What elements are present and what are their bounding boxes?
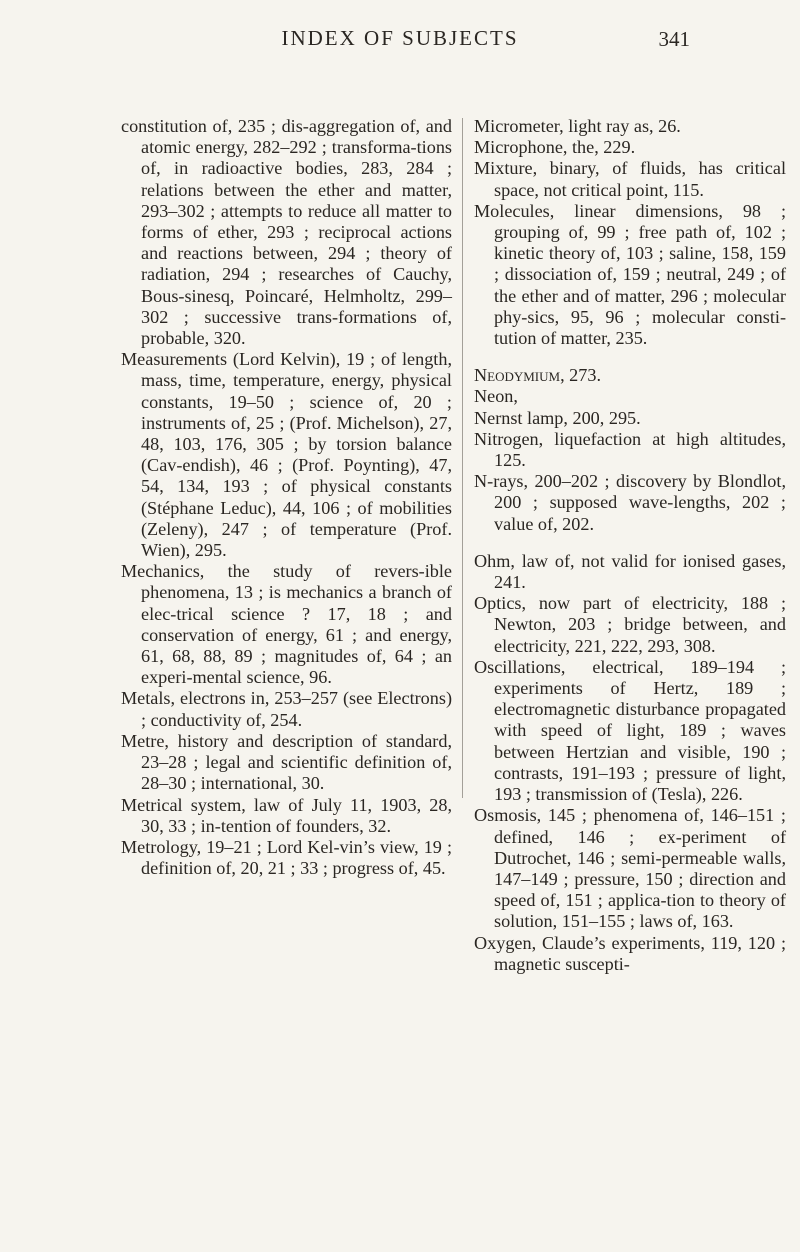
index-entry: Osmosis, 145 ; phenomena of, 146–151 ; defined, 146 ; ex-periment of Dutrochet, 146 ; semi-permeable walls, 147–149 ; pressure, 150 ; direction and speed of, 151 ; applica-tion to theory of solution, 151–155 ; laws of, 163. [474, 805, 786, 932]
index-entry: Measurements (Lord Kelvin), 19 ; of length, mass, time, temperature, energy, physical constants, 19–50 ; science of, 20 ; instruments of, 25 ; (Prof. Michelson), 27, 48, 103, 176, 305 ; by torsion balance (Cav-endish), 46 ; (Prof. Poynting), 47, 54, 134, 193 ; of physical constants (Stéphane Leduc), 44, 106 ; of mobilities (Zeleny), 247 ; of temperature (Prof. Wien), 295. [121, 349, 452, 561]
index-entry: constitution of, 235 ; dis-aggregation of, and atomic energy, 282–292 ; transforma-tions of, in radioactive bodies, 283, 284 ; relations between the ether and matter, 293–302 ; attempts to reduce all matter to forms of ether, 293 ; reciprocal actions and reactions between, 294 ; theory of radiation, 294 ; researches of Cauchy, Bous-sinesq, Poincaré, Helmholtz, 299–302 ; successive trans-formations of, probable, 320. [121, 116, 452, 349]
index-entry: Microphone, the, 229. [474, 137, 636, 158]
index-entry: Metrology, 19–21 ; Lord Kel-vin’s view, 19 ; definition of, 20, 21 ; 33 ; progress of, 45. [121, 836, 452, 879]
index-entry: N-rays, 200–202 ; discovery by Blondlot, 200 ; supposed wave-lengths, 202 ; value of, 202. [474, 471, 786, 534]
page-number: 341 [658, 27, 690, 51]
index-entry: Neodymium, 273. [474, 365, 601, 386]
running-head-title: INDEX OF SUBJECTS [281, 26, 519, 50]
column-divider [462, 118, 463, 798]
index-entry: Metrical system, law of July 11, 1903, 28, 30, 33 ; in-tention of founders, 32. [121, 794, 452, 836]
index-entry: Oxygen, Claude’s experiments, 119, 120 ; magnetic suscepti- [474, 932, 786, 974]
index-entry: Metals, electrons in, 253–257 (see Electrons) ; conductivity of, 254. [121, 688, 452, 730]
index-entry: Micrometer, light ray as, 26. [474, 116, 681, 136]
index-entry: Mixture, binary, of fluids, has critical space, not critical point, 115. [474, 158, 786, 200]
index-column-right [474, 116, 786, 975]
index-entry: Ohm, law of, not valid for ionised gases, 241. [474, 550, 786, 593]
running-header [0, 18, 800, 58]
index-entry: Neon, [474, 386, 518, 407]
index-entry: Nernst lamp, 200, 295. [474, 407, 641, 428]
index-entry: Optics, now part of electricity, 188 ; Newton, 203 ; bridge between, and electricity, 221, 222, 293, 308. [474, 593, 786, 656]
index-entry: Nitrogen, liquefaction at high altitudes, 125. [474, 428, 786, 471]
index-entry: Metre, history and description of standard, 23–28 ; legal and scientific definition of, 28–30 ; international, 30. [121, 730, 452, 794]
index-column-left [121, 116, 452, 879]
index-entry: Oscillations, electrical, 189–194 ; experiments of Hertz, 189 ; electromagnetic disturbance propagated with speed of light, 189 ; waves between Hertzian and visible, 190 ; contrasts, 191–193 ; pressure of light, 193 ; transmission of (Tesla), 226. [474, 656, 786, 805]
index-entry: Molecules, linear dimensions, 98 ; grouping of, 99 ; free path of, 102 ; kinetic theory of, 103 ; saline, 158, 159 ; dissociation of, 159 ; neutral, 249 ; of the ether and of matter, 296 ; molecular phy-sics, 95, 96 ; molecular consti-tution of matter, 235. [474, 200, 786, 349]
index-entry: Mechanics, the study of revers-ible phenomena, 13 ; is mechanics a branch of elec-trical science ? 17, 18 ; and conservation of energy, 61 ; and energy, 61, 68, 88, 89 ; magnitudes of, 64 ; an experi-mental science, 96. [121, 561, 452, 688]
